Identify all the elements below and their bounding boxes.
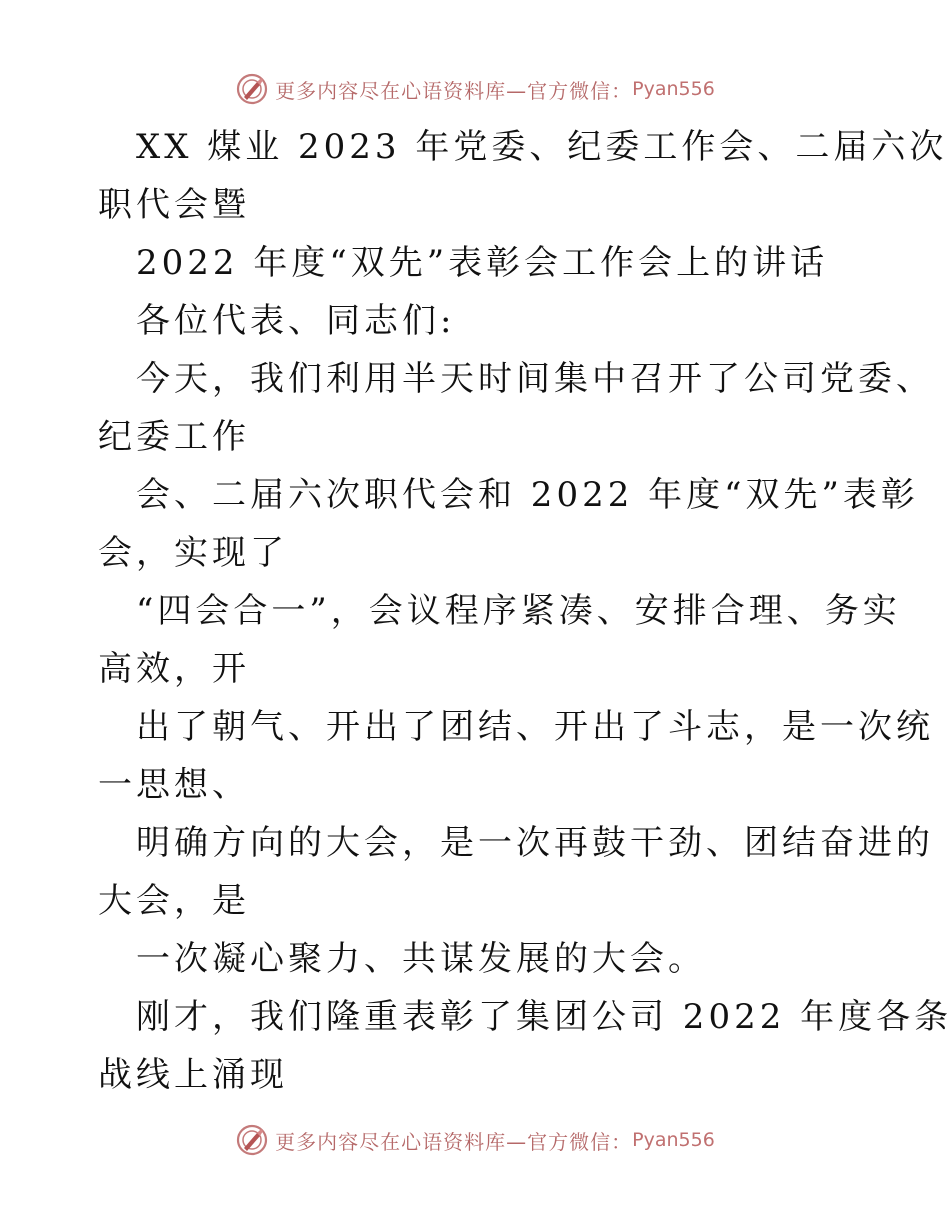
text-line: 2022 年度“双先”表彰会工作会上的讲话 bbox=[136, 243, 829, 283]
text-line: 会、二届六次职代会和 2022 年度“双先”表彰 bbox=[136, 475, 919, 515]
text-line: 一思想、 bbox=[98, 765, 250, 805]
text-line: 纪委工作 bbox=[98, 417, 250, 457]
text-line: “四会合一”，会议程序紧凑、安排合理、务实 bbox=[136, 591, 901, 631]
text-line: 各位代表、同志们: bbox=[136, 301, 456, 341]
pen-logo-icon bbox=[235, 1123, 269, 1157]
text-line: XX 煤业 2023 年党委、纪委工作会、二届六次 bbox=[136, 127, 948, 167]
pen-logo-icon bbox=[235, 72, 269, 106]
text-line: 今天，我们利用半天时间集中召开了公司党委、 bbox=[136, 359, 934, 399]
text-line: 大会，是 bbox=[98, 881, 250, 921]
footer-watermark bbox=[0, 1123, 950, 1157]
watermark-text: 更多内容尽在心语资料库—官方微信： bbox=[275, 78, 633, 103]
text-line: 一次凝心聚力、共谋发展的大会。 bbox=[136, 939, 706, 979]
text-line: 出了朝气、开出了团结、开出了斗志，是一次统 bbox=[136, 707, 934, 747]
text-line: 高效，开 bbox=[98, 649, 250, 689]
watermark-wechat-id: Pyan556 bbox=[632, 1129, 715, 1151]
text-line: 会，实现了 bbox=[98, 533, 288, 573]
watermark-wechat-id: Pyan556 bbox=[632, 78, 715, 100]
text-line: 刚才，我们隆重表彰了集团公司 2022 年度各条 bbox=[136, 997, 952, 1037]
text-line: 战线上涌现 bbox=[98, 1055, 288, 1095]
text-line: 明确方向的大会，是一次再鼓干劲、团结奋进的 bbox=[136, 823, 934, 863]
watermark-text: 更多内容尽在心语资料库—官方微信： bbox=[275, 1129, 633, 1154]
document-body bbox=[98, 118, 952, 1104]
text-line: 职代会暨 bbox=[98, 185, 250, 225]
header-watermark bbox=[0, 72, 950, 106]
